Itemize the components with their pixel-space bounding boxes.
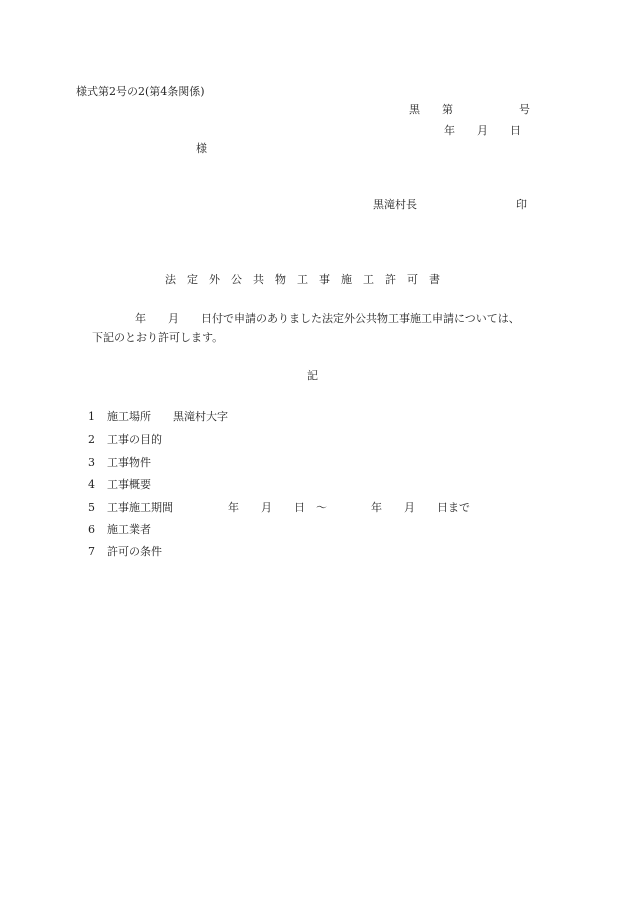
item-number: 2 xyxy=(88,433,95,446)
list-item xyxy=(88,524,151,535)
item-text: 工事物件 xyxy=(107,456,151,469)
document-title: 法 定 外 公 共 物 工 事 施 工 許 可 書 xyxy=(165,273,440,286)
addressee-honorific: 様 xyxy=(196,142,207,155)
list-item xyxy=(88,411,228,422)
item-text: 工事概要 xyxy=(107,478,151,491)
item-text: 工事の目的 xyxy=(107,433,162,446)
item-text: 施工業者 xyxy=(107,523,151,536)
item-number: 4 xyxy=(88,478,95,491)
list-item xyxy=(88,434,162,445)
list-item xyxy=(88,546,162,557)
document-number-line: 黒 第 号 xyxy=(409,103,530,116)
item-number: 1 xyxy=(88,410,95,423)
item-number: 3 xyxy=(88,456,95,469)
list-item xyxy=(88,479,151,490)
list-item xyxy=(88,457,151,468)
date-line: 年 月 日 xyxy=(444,124,521,137)
item-text: 施工場所 黒滝村大字 xyxy=(107,410,228,423)
form-label: 様式第2号の2(第4条関係) xyxy=(76,85,205,98)
item-text: 工事施工期間 年 月 日 ～ 年 月 日まで xyxy=(107,501,470,514)
item-number: 7 xyxy=(88,545,95,558)
item-number: 6 xyxy=(88,523,95,536)
body-text-line-1: 年 月 日付で申請のありました法定外公共物工事施工申請については、 xyxy=(135,312,520,325)
list-item xyxy=(88,502,470,513)
item-number: 5 xyxy=(88,501,95,514)
ki-marker: 記 xyxy=(307,369,318,382)
body-text-line-2: 下記のとおり許可します。 xyxy=(92,331,224,344)
issuer-signature-line: 黒滝村長 印 xyxy=(373,198,527,211)
item-text: 許可の条件 xyxy=(107,545,162,558)
